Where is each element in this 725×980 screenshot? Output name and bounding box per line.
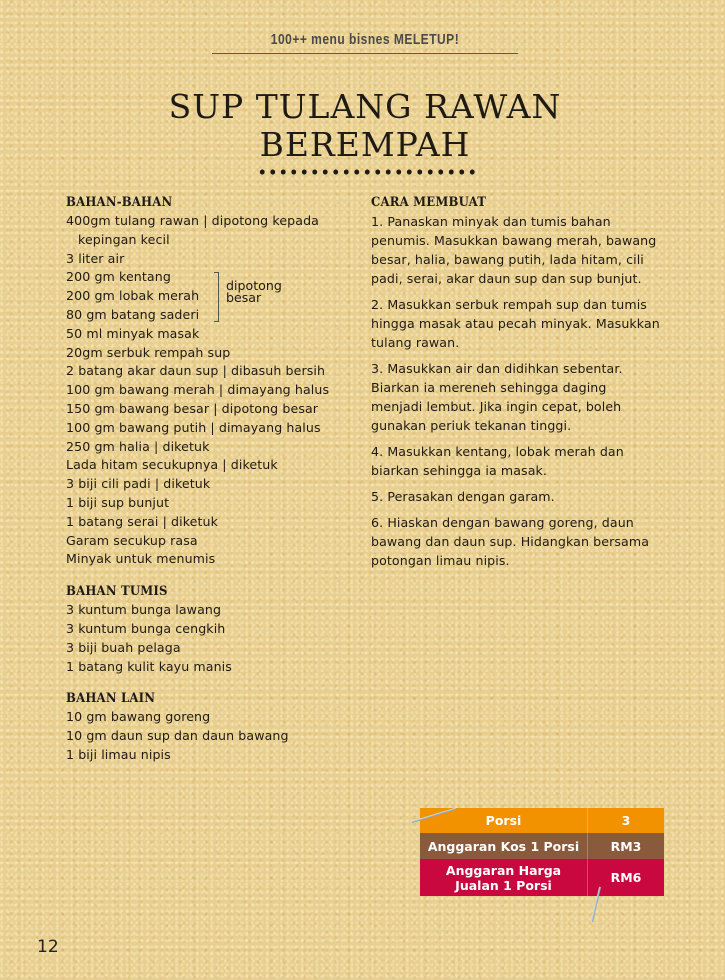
ingredient-item: 50 ml minyak masak [66, 325, 200, 341]
method-step: 6. Hiaskan dengan bawang goreng, daun bawang dan daun sup. Hidangkan bersama potongan limau nipis. [371, 515, 650, 568]
ingredient-item: 1 batang serai | diketuk [66, 513, 219, 529]
bahan-lain-list [66, 708, 346, 764]
cost-label: Anggaran Kos 1 Porsi [420, 833, 588, 859]
recipe-title-line-2: BEREMPAH [259, 125, 471, 164]
method-steps [371, 212, 661, 570]
method-column [371, 194, 661, 577]
ingredient-item: 200 gm lobak merah [66, 288, 200, 304]
book-title: 100++ menu bisnes MELETUP! [270, 30, 460, 48]
ingredient-item: 10 gm bawang goreng [66, 709, 211, 725]
cost-row-kos [420, 833, 664, 859]
cara-membuat-heading: CARA MEMBUAT [371, 195, 487, 210]
ingredient-item: 1 biji limau nipis [66, 746, 171, 762]
method-step: 4. Masukkan kentang, lobak merah dan biarkan sehingga ia masak. [371, 444, 624, 478]
cost-label [420, 859, 588, 896]
method-step: 1. Panaskan minyak dan tumis bahan penumis. Masukkan bawang merah, bawang besar, halia, bawang putih, lada hitam, cili padi, serai, akar daun sup dan sup bunjut. [371, 214, 657, 286]
cost-label-text: Anggaran Harga Jualan 1 Porsi [445, 862, 562, 893]
ingredient-item: Lada hitam secukupnya | diketuk [66, 457, 278, 473]
recipe-title-line-1: SUP TULANG RAWAN [168, 87, 562, 126]
bahan-bahan-heading: BAHAN-BAHAN [66, 195, 173, 210]
ingredient-item: 1 batang kulit kayu manis [66, 658, 232, 674]
ingredient-group-dipotong-besar [66, 268, 346, 324]
ingredient-item: 3 biji buah pelaga [66, 639, 181, 655]
recipe-title [150, 88, 580, 164]
bahan-tumis-heading: BAHAN TUMIS [66, 584, 168, 600]
ingredient-item: 1 biji sup bunjut [66, 494, 170, 510]
ingredient-item: 20gm serbuk rempah sup [66, 344, 231, 360]
group-note [226, 280, 282, 304]
ingredients-column [66, 194, 346, 765]
ingredient-item: 200 gm kentang [66, 269, 171, 285]
method-step: 2. Masukkan serbuk rempah sup dan tumis hingga masak atau pecah minyak. Masukkan tulang rawan. [371, 297, 660, 350]
ingredient-item: 250 gm halia | diketuk [66, 438, 210, 454]
dotted-divider [257, 168, 475, 176]
cost-value: RM6 [588, 859, 665, 896]
group-note-line-1: dipotong [226, 278, 282, 294]
ingredient-item: 10 gm daun sup dan daun bawang [66, 728, 289, 744]
grouped-ingredient-list [66, 268, 346, 324]
ingredient-item: 80 gm batang saderi [66, 306, 200, 322]
ingredient-item: 3 kuntum bunga cengkih [66, 620, 226, 636]
bahan-lain-heading: BAHAN LAIN [66, 691, 156, 707]
ingredient-item: 100 gm bawang putih | dimayang halus [66, 419, 321, 435]
method-step: 3. Masukkan air dan didihkan sebentar. Biarkan ia mereneh sehingga daging menjadi lembut. Jika ingin cepat, boleh gunakan periuk tekanan tinggi. [371, 361, 623, 433]
ingredient-item: 3 kuntum bunga lawang [66, 602, 222, 618]
cost-row-porsi [420, 808, 664, 833]
cost-value: RM3 [588, 833, 665, 859]
running-header [212, 28, 518, 54]
page-number: 12 [37, 937, 59, 957]
group-note-line-2: besar [226, 290, 262, 306]
ingredient-item: Minyak untuk menumis [66, 551, 216, 567]
cost-row-harga-jualan [420, 859, 664, 896]
ingredient-item: 3 biji cili padi | diketuk [66, 476, 211, 492]
bahan-tumis-list [66, 601, 346, 676]
bahan-bahan-list-continued [66, 325, 346, 569]
ingredient-item: 400gm tulang rawan | dipotong kepada kepingan kecil [66, 213, 319, 247]
cost-value: 3 [588, 808, 665, 833]
ingredient-item: 100 gm bawang merah | dimayang halus [66, 382, 330, 398]
ingredient-item: 150 gm bawang besar | dipotong besar [66, 400, 319, 416]
ingredient-item: Garam secukup rasa [66, 532, 198, 548]
bahan-bahan-list [66, 212, 346, 268]
ingredient-item: 3 liter air [66, 250, 125, 266]
header-divider [212, 53, 518, 54]
ingredient-item: 2 batang akar daun sup | dibasuh bersih [66, 363, 326, 379]
cost-table [420, 808, 664, 896]
cost-label: Porsi [420, 808, 588, 833]
group-bracket [214, 272, 219, 322]
method-step: 5. Perasakan dengan garam. [371, 489, 555, 504]
